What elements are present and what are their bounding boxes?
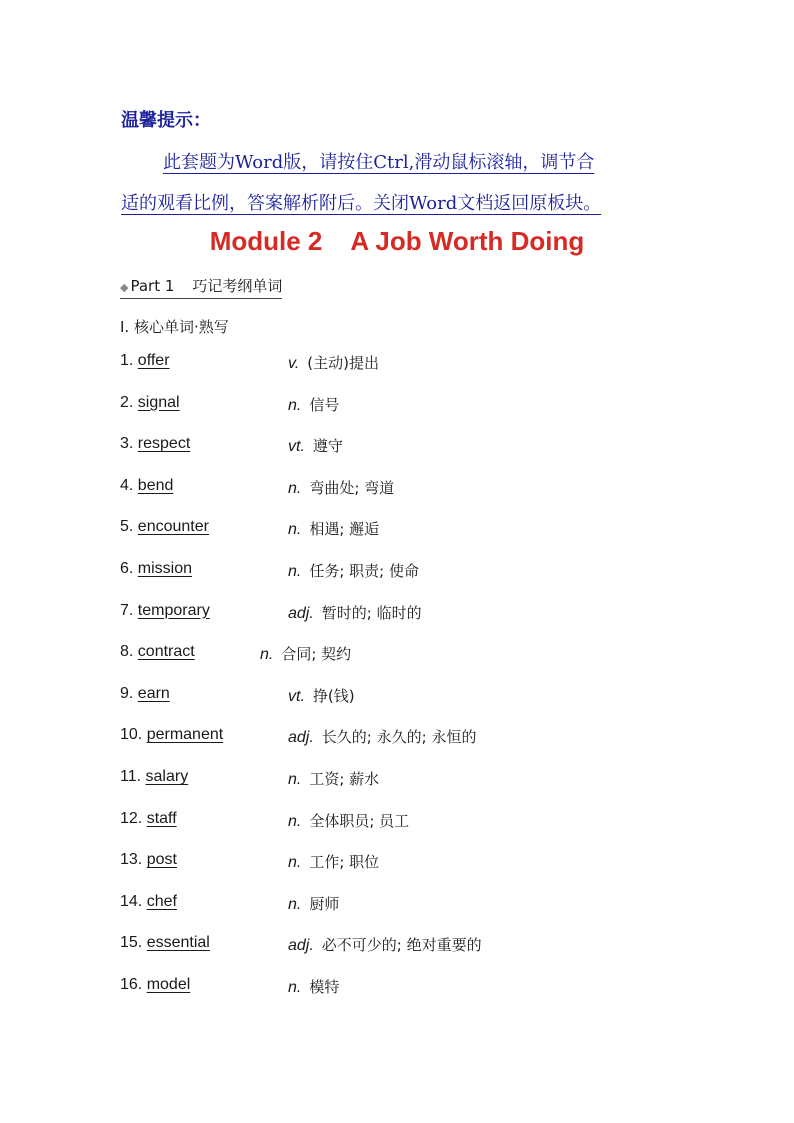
vocab-word: contract <box>137 643 195 661</box>
part-of-speech: vt. <box>288 438 305 456</box>
part-of-speech: v. <box>288 355 300 372</box>
part-of-speech: n. <box>288 771 302 788</box>
vocab-meaning: 工作; 职位 <box>309 853 380 872</box>
vocab-definition <box>288 976 339 997</box>
vocab-word: signal <box>137 393 180 411</box>
vocab-definition <box>288 685 355 706</box>
vocab-definition <box>288 810 409 831</box>
part-of-speech: n. <box>288 812 302 830</box>
vocab-word: mission <box>137 560 193 577</box>
vocab-meaning: 任务; 职责; 使命 <box>309 562 419 580</box>
vocab-row <box>120 476 395 507</box>
vocab-row <box>120 560 419 590</box>
vocab-number: 13. <box>120 851 143 869</box>
part-of-speech: adj. <box>288 604 314 622</box>
part-title: 巧记考纲单词 <box>192 277 283 295</box>
vocab-definition <box>288 352 379 373</box>
vocab-definition <box>288 560 419 581</box>
tip-line-2: 适的观看比例，答案解析附后。关闭Word文档返回原板块。 <box>121 193 602 214</box>
vocab-meaning: (主动)提出 <box>307 354 379 372</box>
vocab-number: 6. <box>120 560 134 577</box>
part-of-speech: n. <box>288 521 302 539</box>
vocab-number: 12. <box>120 809 143 827</box>
vocab-meaning: 长久的; 永久的; 永恒的 <box>321 728 477 747</box>
vocab-definition <box>288 435 343 456</box>
vocab-number: 1. <box>120 352 134 369</box>
vocab-meaning: 必不可少的; 绝对重要的 <box>321 936 482 955</box>
part-of-speech: n. <box>288 895 302 913</box>
vocab-row <box>120 435 343 465</box>
vocab-meaning: 弯曲处; 弯道 <box>309 478 395 497</box>
vocab-row <box>120 518 380 548</box>
vocab-row <box>120 934 482 964</box>
vocab-definition <box>288 518 379 539</box>
part-heading <box>120 275 282 299</box>
vocab-number: 3. <box>120 435 134 453</box>
vocab-meaning: 模特 <box>309 978 340 996</box>
vocab-number: 7. <box>120 601 134 619</box>
tip-line-1: 此套题为Word版，请按住Ctrl,滑动鼠标滚轴，调节合 <box>163 152 595 173</box>
vocab-word: respect <box>137 435 191 453</box>
vocab-number: 14. <box>120 892 143 910</box>
vocab-row <box>120 643 352 673</box>
vocab-row <box>120 352 379 382</box>
vocab-number: 2. <box>120 393 134 411</box>
vocab-word: offer <box>137 352 170 369</box>
vocab-number: 9. <box>120 684 134 702</box>
part-of-speech: n. <box>288 563 302 580</box>
vocab-word: model <box>146 976 191 993</box>
vocab-meaning: 遵守 <box>312 437 343 456</box>
vocab-meaning: 工资; 薪水 <box>309 770 380 788</box>
vocab-definition <box>288 768 379 789</box>
vocab-definition <box>288 851 379 872</box>
section-heading: Ⅰ. 核心单词·熟写 <box>120 318 229 336</box>
part-of-speech: vt. <box>288 687 305 705</box>
vocab-meaning: 合同; 契约 <box>281 645 352 664</box>
vocab-meaning: 挣(钱) <box>312 686 355 705</box>
vocab-row <box>120 684 355 715</box>
vocab-row <box>120 976 340 1006</box>
part-of-speech: n. <box>288 979 302 996</box>
vocab-definition <box>288 893 339 914</box>
part-of-speech: n. <box>288 396 302 414</box>
vocab-row <box>120 393 340 424</box>
vocab-number: 4. <box>120 476 134 494</box>
vocab-definition <box>288 602 422 623</box>
vocab-row <box>120 726 477 756</box>
vocab-meaning: 全体职员; 员工 <box>309 811 410 830</box>
vocab-word: post <box>146 851 177 869</box>
part-of-speech: n. <box>288 479 302 497</box>
vocab-number: 10. <box>120 726 143 744</box>
vocab-meaning: 相遇; 邂逅 <box>309 520 380 539</box>
vocab-word: temporary <box>137 601 210 619</box>
module-title: Module 2 A Job Worth Doing <box>209 226 585 256</box>
vocab-number: 8. <box>120 643 134 661</box>
vocab-word: staff <box>146 809 177 827</box>
vocab-word: encounter <box>137 518 209 536</box>
vocab-number: 15. <box>120 934 143 952</box>
vocab-definition <box>288 394 339 415</box>
vocab-word: permanent <box>146 726 224 744</box>
vocab-definition <box>288 934 482 955</box>
vocab-number: 16. <box>120 976 143 993</box>
vocab-row <box>120 601 422 632</box>
vocab-row <box>120 809 410 840</box>
tip-title: 温馨提示： <box>121 110 211 131</box>
part-of-speech: adj. <box>288 937 314 955</box>
vocab-row <box>120 768 380 798</box>
vocab-definition <box>260 643 351 664</box>
part-of-speech: n. <box>288 854 302 872</box>
part-of-speech: n. <box>260 646 274 664</box>
diamond-bullet-icon: ◆ <box>120 281 129 294</box>
vocab-word: chef <box>146 892 177 910</box>
vocab-number: 5. <box>120 518 134 536</box>
vocab-meaning: 厨师 <box>309 894 340 913</box>
vocab-word: bend <box>137 476 174 494</box>
vocab-meaning: 暂时的; 临时的 <box>321 603 422 622</box>
vocab-meaning: 信号 <box>309 395 340 414</box>
part-of-speech: adj. <box>288 729 314 747</box>
vocab-row <box>120 851 380 881</box>
vocab-definition <box>288 726 476 747</box>
part-label: Part 1 <box>130 277 175 295</box>
vocab-definition <box>288 477 394 498</box>
vocab-word: essential <box>146 934 210 952</box>
vocab-word: salary <box>145 768 189 785</box>
vocab-word: earn <box>137 684 170 702</box>
vocab-row <box>120 892 340 923</box>
vocab-number: 11. <box>120 768 142 785</box>
